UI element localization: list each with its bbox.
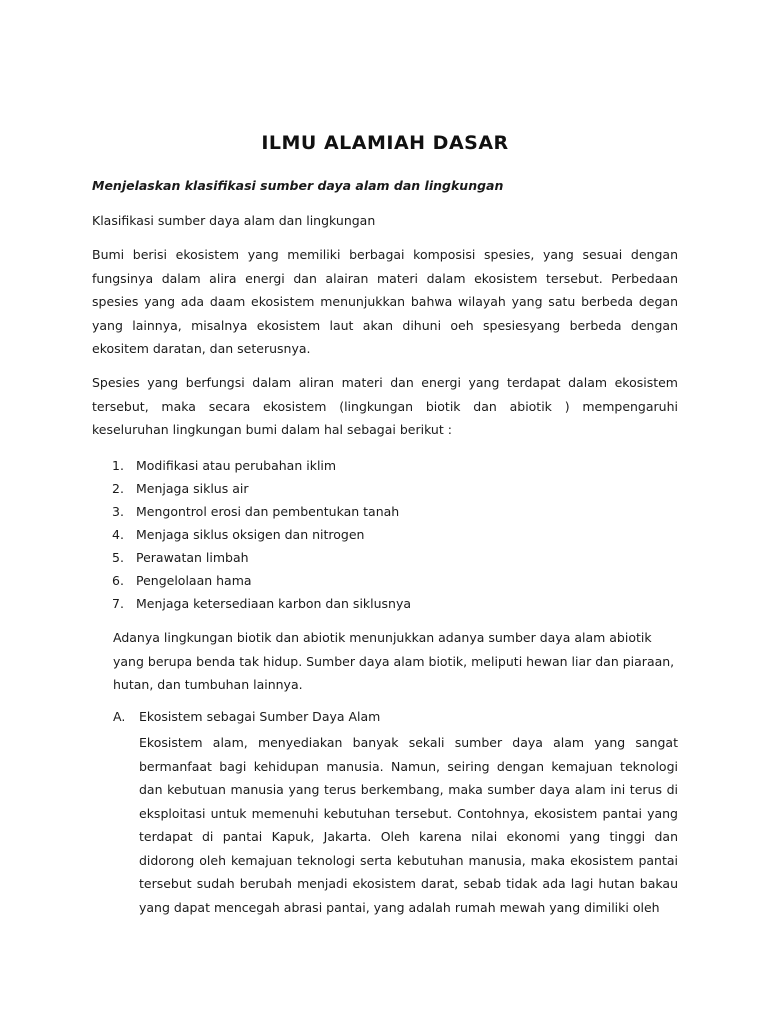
section-letter: A.	[113, 709, 126, 724]
list-text: Menjaga siklus air	[136, 481, 249, 496]
list-item	[112, 523, 411, 546]
list-text: Menjaga ketersediaan karbon dan siklusnya	[136, 596, 412, 611]
list-item	[112, 592, 411, 615]
list-number: 4.	[112, 527, 124, 542]
list-item	[112, 500, 411, 523]
paragraph-3: Adanya lingkungan biotik dan abiotik menunjukkan adanya sumber daya alam abiotik yang berupa benda tak hidup. Sumber daya alam biotik, meliputi hewan liar dan piaraan, hutan, dan tumbuhan lainnya.	[113, 630, 675, 692]
numbered-list	[112, 454, 411, 615]
list-number: 5.	[112, 550, 124, 565]
list-text: Modifikasi atau perubahan iklim	[136, 458, 337, 473]
list-text: Pengelolaan hama	[136, 573, 252, 588]
section-title: Ekosistem sebagai Sumber Daya Alam	[139, 709, 381, 724]
list-item	[112, 569, 411, 592]
page-title: ILMU ALAMIAH DASAR	[261, 132, 509, 154]
document-subtitle: Menjelaskan klasifikasi sumber daya alam dan lingkungan	[92, 178, 504, 193]
paragraph-2: Spesies yang berfungsi dalam aliran materi dan energi yang terdapat dalam ekosistem tersebut, maka secara ekosistem (lingkungan biotik dan abiotik ) mempengaruhi keseluruhan lingkungan bumi dalam hal sebagai berikut :	[92, 375, 678, 437]
intro-line: Klasifikasi sumber daya alam dan lingkungan	[92, 213, 376, 228]
list-text: Perawatan limbah	[136, 550, 249, 565]
section-a-body: Ekosistem alam, menyediakan banyak sekali sumber daya alam yang sangat bermanfaat bagi kehidupan manusia. Namun, seiring dengan kemajuan teknologi dan kebutuan manusia yang terus berkembang, maka sumber daya alam ini terus di eksploitasi untuk memenuhi kebutuhan tersebut. Contohnya, ekosistem pantai yang terdapat di pantai Kapuk, Jakarta. Oleh karena nilai ekonomi yang tinggi dan didorong oleh kemajuan teknologi serta kebutuhan manusia, maka ekosistem pantai tersebut sudah berubah menjadi ekosistem darat, sebab tidak ada lagi hutan bakau yang dapat mencegah abrasi pantai, yang adalah rumah mewah yang dimiliki oleh	[139, 735, 678, 915]
list-number: 3.	[112, 504, 124, 519]
list-item	[112, 477, 411, 500]
list-item	[112, 454, 411, 477]
list-number: 1.	[112, 458, 124, 473]
list-item	[112, 546, 411, 569]
list-number: 2.	[112, 481, 124, 496]
section-a-heading	[113, 709, 380, 724]
list-number: 7.	[112, 596, 124, 611]
paragraph-1: Bumi berisi ekosistem yang memiliki berbagai komposisi spesies, yang sesuai dengan fungsinya dalam alira energi dan alairan materi dalam ekosistem tersebut. Perbedaan spesies yang ada daam ekosistem menunjukkan bahwa wilayah yang satu berbeda degan yang lainnya, misalnya ekosistem laut akan dihuni oeh spesiesyang berbeda dengan ekositem daratan, dan seterusnya.	[92, 247, 678, 356]
list-text: Menjaga siklus oksigen dan nitrogen	[136, 527, 365, 542]
list-text: Mengontrol erosi dan pembentukan tanah	[136, 504, 400, 519]
list-number: 6.	[112, 573, 124, 588]
